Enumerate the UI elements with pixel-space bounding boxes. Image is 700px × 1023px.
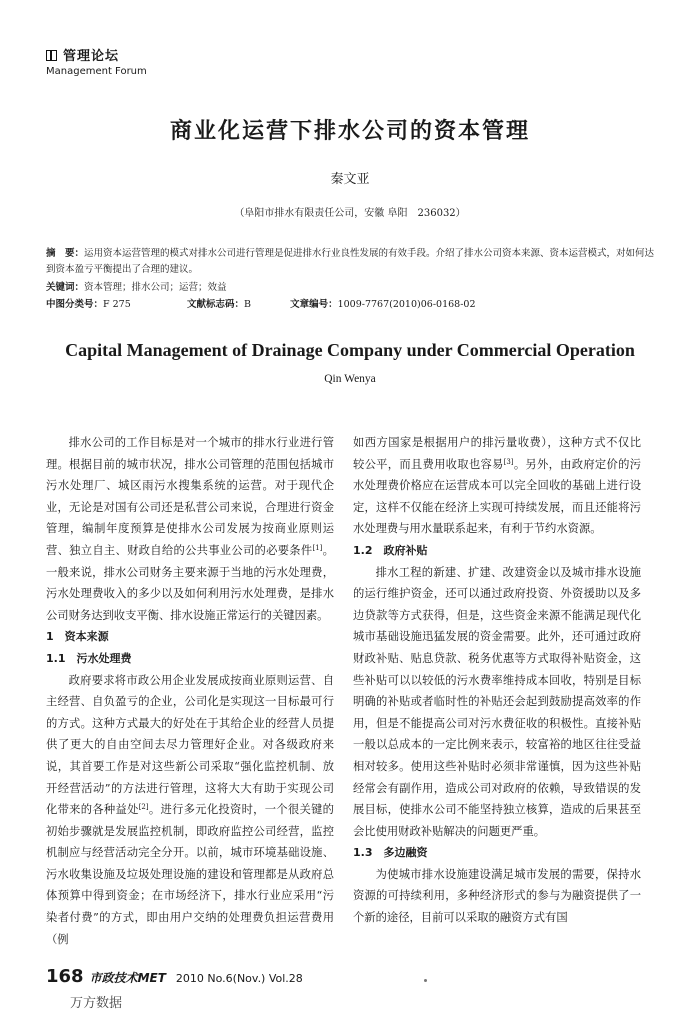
article-no-label: 文章编号： [290, 299, 338, 310]
keywords [46, 280, 656, 296]
page-footer [46, 966, 303, 987]
body-paragraph: 为使城市排水设施建设满足城市发展的需要，保持水资源的可持续利用，多种经济形式的参与为融资提供了一个新的途径，目前可以采取的融资方式有国 [353, 867, 641, 925]
clc-value: F 275 [103, 299, 131, 310]
author-en: Qin Wenya [324, 373, 376, 385]
citation: [3] [503, 457, 514, 466]
article-title-cn: 商业化运营下排水公司的资本管理 [169, 119, 530, 144]
article-title-en: Capital Management of Drainage Company under Commercial Operation [65, 340, 635, 360]
journal-name: 市政技术MET [89, 971, 166, 985]
body-paragraph: 排水公司的工作目标是对一个城市的排水行业进行管理。根据目前的城市状况，排水公司管理的范围包括城市污水处理厂、城区雨污水搜集系统的运营。对于现代企业，无论是对国有公司还是私营公司来说，合理进行资金管理，编制年度预算是使排水公司发展为按商业原则运营、独立自主、财政自给的公共事业公司的必要条件[1]。一般来说，排水公司财务主要来源于当地的污水处理费，污水处理费收入的多少以及如何利用污水处理费，是排水公司财务达到收支平衡、排水设施正常运行的关键因素。 [46, 436, 334, 622]
citation: [1] [312, 543, 323, 552]
body-paragraph: 排水工程的新建、扩建、改建资金以及城市排水设施的运行维护资金，还可以通过政府投资、外资援助以及多边贷款等方式获得，但是，这些资金来源不能满足现代化城市基础设施迅猛发展的资金需要。此外，还可通过政府财政补贴、贴息贷款、税务优惠等方式取得补贴资金，这些补贴可以以较低的污水费率维持成本回收，特别是目标明确的补贴或者临时性的补贴还会起到鼓励提高效率的作用，但是不能提高公司对污水费征收的积极性。直接补贴一般以总成本的一定比例来表示，较富裕的地区往往受益相对较多。使用这些补贴时必须非常谨慎，因为这些补贴经常会有副作用，造成公司对政府的依赖，导致错误的发展目标，使排水公司不能坚持独立核算，造成的后果甚至会比使用财政补贴解决的问题更严重。 [353, 565, 641, 838]
subsection-heading: 1.2 政府补贴 [353, 543, 428, 557]
doc-code-label: 文献标志码： [187, 299, 245, 310]
body-paragraph: 如西方国家是根据用户的排污量收费），这种方式不仅比较公平，而且费用收取也容易[3]。另外，由政府定价的污水处理费价格应在运营成本可以完全回收的基础上进行设定，这样不仅能在经济上实现可持续发展，而且还能将污水处理费与用水量联系起来，有利于节约水资源。 [353, 436, 641, 536]
subsection-heading: 1.1 污水处理费 [46, 651, 132, 665]
scan-dot [424, 979, 427, 982]
watermark: 万方数据 [70, 996, 123, 1011]
body-column-right [353, 432, 641, 929]
affiliation: （阜阳市排水有限责任公司，安徽 阜阳 236032） [234, 208, 466, 219]
author-cn: 秦文亚 [330, 172, 370, 187]
issue-info: 2010 No.6(Nov.) Vol.28 [175, 972, 303, 985]
article-no-value: 1009-7767(2010)06-0168-02 [337, 299, 476, 310]
section-title-en: Management Forum [46, 66, 147, 77]
section-title-cn: 管理论坛 [46, 45, 147, 64]
section-square-icon [46, 50, 57, 61]
keywords-text: 资本管理；排水公司；运营；效益 [84, 282, 227, 293]
section-tag [46, 45, 147, 77]
citation: [2] [138, 803, 149, 812]
abstract-text: 运用资本运营管理的模式对排水公司进行管理是促进排水行业良性发展的有效手段。介绍了排水公司资本来源、资本运营模式，对如何达到资本盈亏平衡提出了合理的建议。 [46, 248, 655, 275]
clc-label: 中图分类号： [46, 299, 104, 310]
section-heading: 1 资本来源 [46, 630, 109, 644]
classification-row [46, 297, 656, 313]
doc-code-value: B [244, 299, 252, 310]
body-column-left [46, 432, 334, 950]
abstract [46, 246, 656, 278]
keywords-label: 关键词： [46, 282, 85, 293]
abstract-label: 摘 要： [46, 248, 85, 259]
body-paragraph: 政府要求将市政公用企业发展成按商业原则运营、自主经营、自负盈亏的企业，公司化是实现这一目标最可行的方式。这种方式最大的好处在于其给企业的经营人员提供了更大的自由空间去尽力管理好企业。对各级政府来说，其首要工作是对这些新公司采取“强化监控机制、放开经营活动”的方法进行管理，这将大大有助于实现公司化带来的各种益处[2]。进行多元化投资时，一个很关键的初始步骤就是发展监控机制，即政府监控公司经营，监控机制应与经营活动完全分开。以前，城市环境基础设施、污水收集设施及垃圾处理设施的建设和管理都是从政府总体预算中得到资金；在市场经济下，排水行业应采用“污染者付费”的方式，即由用户交纳的处理费负担运营费用（例 [46, 673, 334, 946]
page-number: 168 [46, 966, 84, 987]
subsection-heading: 1.3 多边融资 [353, 846, 428, 860]
